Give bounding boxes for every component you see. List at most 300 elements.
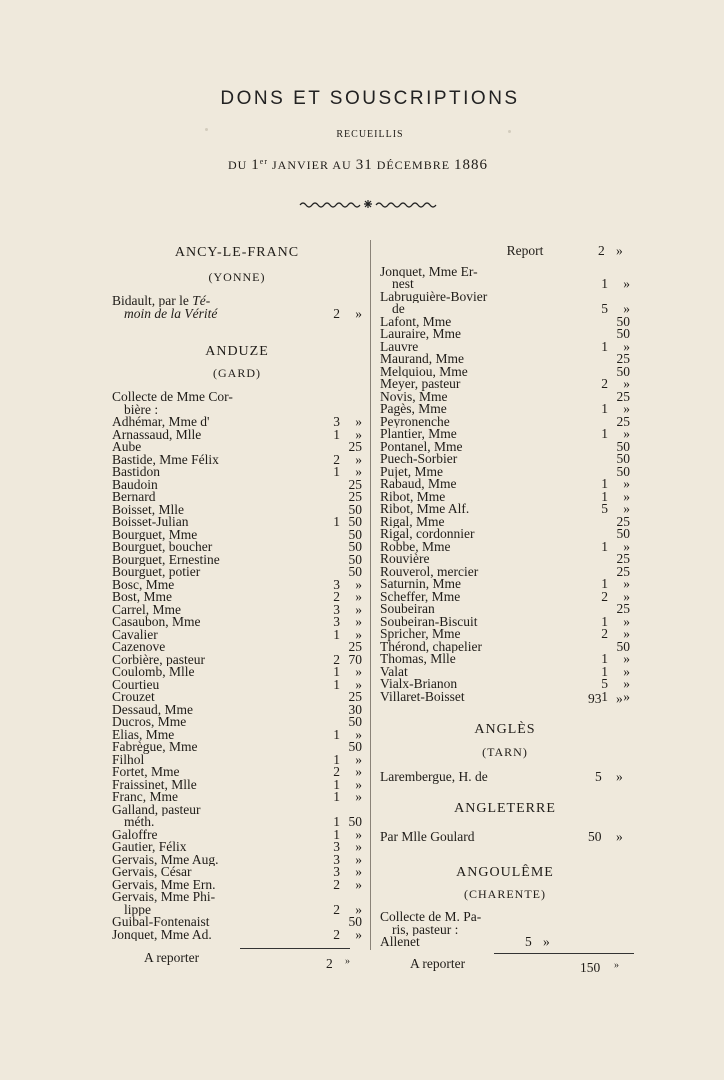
entry-amount [588,516,608,529]
list-item [112,426,362,442]
list-item [112,601,362,617]
entry-cents: » [355,764,362,779]
entry-amount [320,704,340,717]
entry-name: Soubeiran [380,603,435,616]
list-item [380,653,630,666]
entry-name: Villaret-Boisset [380,690,465,703]
entry-amount: 2 [333,451,340,467]
entry-name: Gautier, Félix [112,841,187,854]
entry-cents: 50 [616,526,630,541]
entry-name: Rigal, cordonnier [380,528,475,541]
entry-cents: » [623,301,630,316]
right-column [380,240,630,949]
entry-amount: 3 [333,851,340,867]
entry-cents: 25 [348,689,362,704]
entry-amount: 1 [333,776,340,792]
entry-name: Bourguet, potier [112,566,201,579]
entry-name: Rigal, Mme [380,515,445,528]
ornament-divider [298,199,438,209]
left-footer-amount: 2 [326,956,333,971]
list-item [112,441,362,454]
left-list [112,416,362,941]
entry-amount: 2 [333,926,340,942]
entry-cents: 50 [348,514,362,529]
entry-amount: 1 [601,338,608,354]
entry-cents: » [623,338,630,354]
list-item [380,403,630,416]
list-item [112,451,362,467]
right-footer-rule [494,953,634,954]
entry-name: Valat [380,665,408,678]
angleterre-amount: 50 [588,828,602,844]
list-item [112,501,362,517]
entry-name: de [392,303,405,316]
entry-amount: 1 [601,651,608,666]
list-item [112,766,362,779]
entry-cents: » [623,401,630,416]
entry-name: Soubeiran-Biscuit [380,615,478,628]
list-item [380,291,630,304]
entry-amount: 1 [333,814,340,829]
entry-cents: 50 [348,914,362,929]
entry-cents: 25 [616,551,630,566]
entry-name: Coulomb, Mlle [112,666,195,679]
entry-cents: » [623,576,630,591]
list-item [112,826,362,842]
list-item [112,701,362,717]
column-divider [370,240,371,950]
entry-cents: » [355,589,362,604]
entry-cents: 50 [348,551,362,567]
subtotal-amount: 93 [588,691,602,706]
entry-cents: 50 [348,714,362,729]
list-item [112,566,362,579]
entry-cents: » [355,789,362,804]
entry-cents: 70 [348,651,362,667]
entry-cents: 25 [348,489,362,504]
entry-amount: 1 [601,488,608,504]
entry-name: Galland, pasteur [112,803,201,816]
entry-cents: 25 [616,601,630,616]
entry-cents: » [623,488,630,504]
list-item [380,438,630,454]
entry-name: Pagès, Mme [380,403,447,416]
entry-amount: 1 [601,663,608,679]
entry-cents: » [355,664,362,679]
entry-cents: 25 [348,476,362,492]
paper-speck [508,130,511,133]
entry-cents: 25 [616,388,630,404]
entry-cents: » [623,613,630,629]
list-item [380,413,630,429]
date-day: 1 [251,157,260,173]
section-angouleme-sub: (CHARENTE) [464,887,546,901]
entry-amount: 1 [601,538,608,554]
left-column [112,240,362,941]
entry-cents: » [355,451,362,467]
entry-cents: » [623,276,630,291]
entry-cents: 30 [348,701,362,717]
entry-cents: 25 [616,563,630,579]
entry-cents: 50 [348,501,362,517]
entry-cents: 50 [348,814,362,829]
entry-cents: » [623,476,630,491]
entry-amount: 3 [333,576,340,592]
entry-cents: » [355,926,362,942]
entry-cents: » [623,626,630,641]
entry-cents: » [623,688,630,704]
entry-cents: 50 [616,326,630,341]
entry-cents: » [623,588,630,604]
section-angleterre-title: ANGLETERRE [454,800,556,816]
report-amount: 2 [598,243,605,258]
entry-name: Thomas, Mlle [380,653,456,666]
entry-cents: 50 [616,363,630,379]
anduze-collecte-2: bière : [124,403,159,416]
list-item [380,338,630,354]
list-item [380,378,630,391]
entry-amount: 1 [601,576,608,591]
entry-amount: 3 [333,601,340,617]
list-item [112,804,362,817]
paper-speck [205,128,208,131]
right-footer-amount: 150 [580,960,601,975]
section-ancy-title: ANCY-LE-FRANC [174,245,300,260]
ancy-entry-2 [112,307,362,320]
list-item [112,576,362,592]
anduze-collecte-1: Collecte de Mme Cor- [112,391,233,404]
list-item [112,541,362,554]
entry-cents: » [355,464,362,479]
entry-cents: 25 [348,639,362,654]
list-item [112,641,362,654]
entry-cents: » [355,876,362,892]
entry-name: Bourguet, boucher [112,541,213,554]
entry-cents: 25 [616,513,630,529]
entry-amount: 1 [601,476,608,491]
entry-amount: 3 [333,414,340,429]
list-item [112,691,362,704]
angouleme-name: Allenet [380,936,420,949]
entry-name: Bourguet, Ernestine [112,553,220,566]
entry-name: Filhol [112,753,145,766]
list-item [380,353,630,366]
list-item [112,526,362,542]
angles-cents: » [616,769,623,784]
entry-amount: 1 [333,626,340,642]
list-item [112,926,362,942]
entry-name: Boisset, Mlle [112,503,185,516]
entry-amount: 3 [333,614,340,629]
entry-name: Spricher, Mme [380,628,461,641]
entry-name: Adhémar, Mme d' [112,416,210,429]
subtotal-cents: » [616,691,623,706]
date-prefix: DU [227,158,248,172]
section-angles-title: ANGLÈS [474,722,536,737]
ancy-line2-italic: moin de la Vérité [124,307,218,320]
entry-name: Galoffre [112,828,158,841]
list-item [380,553,630,566]
entry-amount [588,453,608,466]
list-item [112,776,362,792]
entry-cents: » [355,864,362,879]
entry-name: Aube [112,441,142,454]
entry-cents: » [355,426,362,442]
entry-name: Peyronenche [380,415,450,428]
entry-name: Vialx-Brianon [380,678,458,691]
list-item [112,491,362,504]
list-item [112,626,362,642]
entry-name: Carrel, Mme [112,603,181,616]
entry-cents: 50 [348,739,362,754]
entry-amount: 1 [333,726,340,742]
entry-cents: » [355,901,362,917]
entry-cents: » [623,663,630,679]
entry-name: Robbe, Mme [380,540,451,553]
list-item [112,726,362,742]
entry-amount [320,491,340,504]
entry-cents: » [623,376,630,391]
entry-amount: 1 [333,514,340,529]
entry-name: Cazenove [112,641,166,654]
entry-cents: » [355,751,362,767]
entry-name: Dessaud, Mme [112,703,193,716]
list-item [112,751,362,767]
entry-amount: 2 [333,589,340,604]
entry-cents: » [355,576,362,592]
entry-amount: 1 [601,426,608,441]
entry-name: Scheffer, Mme [380,590,461,603]
entry-cents: » [623,538,630,554]
entry-amount: 1 [333,464,340,479]
entry-name: nest [392,278,414,291]
entry-name: Lauvre [380,340,419,353]
entry-amount: 2 [601,626,608,641]
entry-cents: 50 [616,313,630,329]
entry-amount: 1 [601,688,608,704]
angouleme-cents: » [543,934,550,949]
entry-cents: » [355,676,362,692]
entry-amount [320,479,340,492]
entry-cents: 25 [616,351,630,366]
ancy-entry [112,294,362,307]
entry-amount: 1 [333,826,340,842]
entry-name: Meyer, pasteur [380,378,461,391]
list-item [380,266,630,279]
entry-amount: 1 [601,276,608,291]
entry-cents: » [623,651,630,666]
entry-name: Rabaud, Mme [380,478,457,491]
angouleme-line1: Collecte de M. Pa- [380,911,482,924]
ancy-amount: 2 [333,306,340,321]
entry-name: Fabrègue, Mme [112,741,198,754]
entry-amount [588,553,608,566]
entry-cents: 50 [616,638,630,654]
report-row [380,245,630,258]
entry-amount: 2 [601,588,608,604]
entry-name: lippe [124,903,151,916]
entry-amount: 1 [333,676,340,692]
entry-amount [588,441,608,454]
entry-amount [320,691,340,704]
entry-amount: 1 [601,613,608,629]
entry-name: Maurand, Mme [380,353,464,366]
list-item [112,416,362,429]
entry-name: Gervais, Mme Aug. [112,853,219,866]
entry-amount: 1 [333,789,340,804]
list-item [380,488,630,504]
entry-amount: 1 [333,426,340,442]
list-item [112,851,362,867]
entry-cents: » [623,676,630,691]
report-cents: » [616,243,623,258]
entry-name: Ribot, Mme [380,490,446,503]
list-item [380,328,630,341]
list-item [112,676,362,692]
entry-name: Lafont, Mme [380,315,452,328]
entry-amount [320,541,340,554]
entry-cents: » [355,614,362,629]
entry-name: Rouvière [380,553,430,566]
list-item [380,463,630,479]
entry-name: méth. [124,816,155,829]
date-day2: 31 [355,157,373,173]
angles-amount: 5 [595,769,602,784]
entry-name: Fortet, Mme [112,766,180,779]
angleterre-entry [380,828,630,844]
entry-name: Corbière, pasteur [112,653,205,666]
entry-cents: » [355,726,362,742]
entry-name: Bastide, Mme Félix [112,453,219,466]
list-item [380,678,630,691]
entry-amount: 1 [333,664,340,679]
list-item [380,278,630,291]
entry-cents: » [355,851,362,867]
page-subtitle: RECUEILLIS [336,129,404,140]
entry-cents: 50 [348,539,362,554]
entry-name: Casaubon, Mme [112,616,201,629]
entry-amount: 2 [601,376,608,391]
entry-name: Thérond, chapelier [380,640,482,653]
entry-amount: 2 [333,764,340,779]
entry-cents: » [355,826,362,842]
list-item [112,616,362,629]
entry-name: Bourguet, Mme [112,528,198,541]
list-item [112,791,362,804]
entry-amount: 2 [333,876,340,892]
ancy-line1-italic: Té- [192,294,211,307]
entry-amount: 5 [601,501,608,516]
list-item [380,563,630,579]
entry-name: Cavalier [112,628,158,641]
list-item [112,816,362,829]
list-item [112,666,362,679]
entry-name: Lauraire, Mme [380,328,461,341]
entry-name: Gervais, César [112,866,192,879]
entry-cents: 50 [616,438,630,454]
entry-name: Labruguière-Bovier [380,290,488,303]
entry-amount [588,316,608,329]
page-title: DONS ET SOUSCRIPTIONS [220,88,520,109]
entry-name: Franc, Mme [112,791,178,804]
left-footer-rule [240,948,350,949]
list-item [112,466,362,479]
list-item [112,841,362,854]
entry-amount: 3 [333,864,340,879]
ancy-line1: Bidault, par le [112,294,189,307]
entry-name: Saturnin, Mme [380,578,461,591]
list-item [112,591,362,604]
section-anduze-title: ANDUZE [205,344,269,359]
entry-cents: 50 [616,451,630,466]
entry-amount: 5 [601,301,608,316]
entry-amount [588,353,608,366]
entry-name: Ducros, Mme [112,716,187,729]
entry-name: Gervais, Mme Phi- [112,891,216,904]
entry-cents: » [355,601,362,617]
list-item [380,628,630,641]
angouleme-amount: 5 [525,934,532,949]
list-item [112,551,362,567]
entry-name: Fraissinet, Mlle [112,778,197,791]
list-item [112,476,362,492]
right-list [380,266,630,704]
list-item [112,866,362,879]
angleterre-cents: » [616,828,623,844]
entry-cents: 50 [348,564,362,579]
left-footer-label: A reporter [144,950,200,965]
entry-cents: » [355,776,362,792]
list-item [112,651,362,667]
list-item [112,901,362,917]
list-item [380,578,630,591]
list-item [380,663,630,679]
angles-line: Larembergue, H. de [380,771,488,784]
entry-amount: 3 [333,839,340,854]
entry-name: Puech-Sorbier [380,453,458,466]
entry-cents: » [355,839,362,854]
entry-name: Elias, Mme [112,728,175,741]
entry-cents: » [623,426,630,441]
entry-name: Boisset-Julian [112,516,189,529]
entry-amount: 5 [601,676,608,691]
entry-cents: » [355,414,362,429]
entry-amount: 2 [333,901,340,917]
section-ancy-sub: (YONNE) [208,270,266,284]
entry-cents: 50 [348,526,362,542]
entry-amount: 1 [601,401,608,416]
entry-name: Novis, Mme [380,390,448,403]
angouleme-entry [380,936,630,949]
ancy-cents: » [355,306,362,321]
list-item [380,453,630,466]
section-anduze-sub: (GARD) [213,366,261,380]
left-footer-cents: » [345,956,350,967]
entry-cents: 50 [616,463,630,479]
entry-name: Plantier, Mme [380,428,457,441]
entry-name: Pujet, Mme [380,465,443,478]
list-item [112,876,362,892]
entry-name: Bosc, Mme [112,578,175,591]
right-footer-label: A reporter [410,956,466,971]
list-item [112,716,362,729]
list-item [380,388,630,404]
right-footer-cents: » [614,960,619,971]
entry-cents: 25 [616,413,630,429]
date-mid: JANVIER AU [272,158,352,172]
entry-amount [320,554,340,567]
list-item [380,588,630,604]
